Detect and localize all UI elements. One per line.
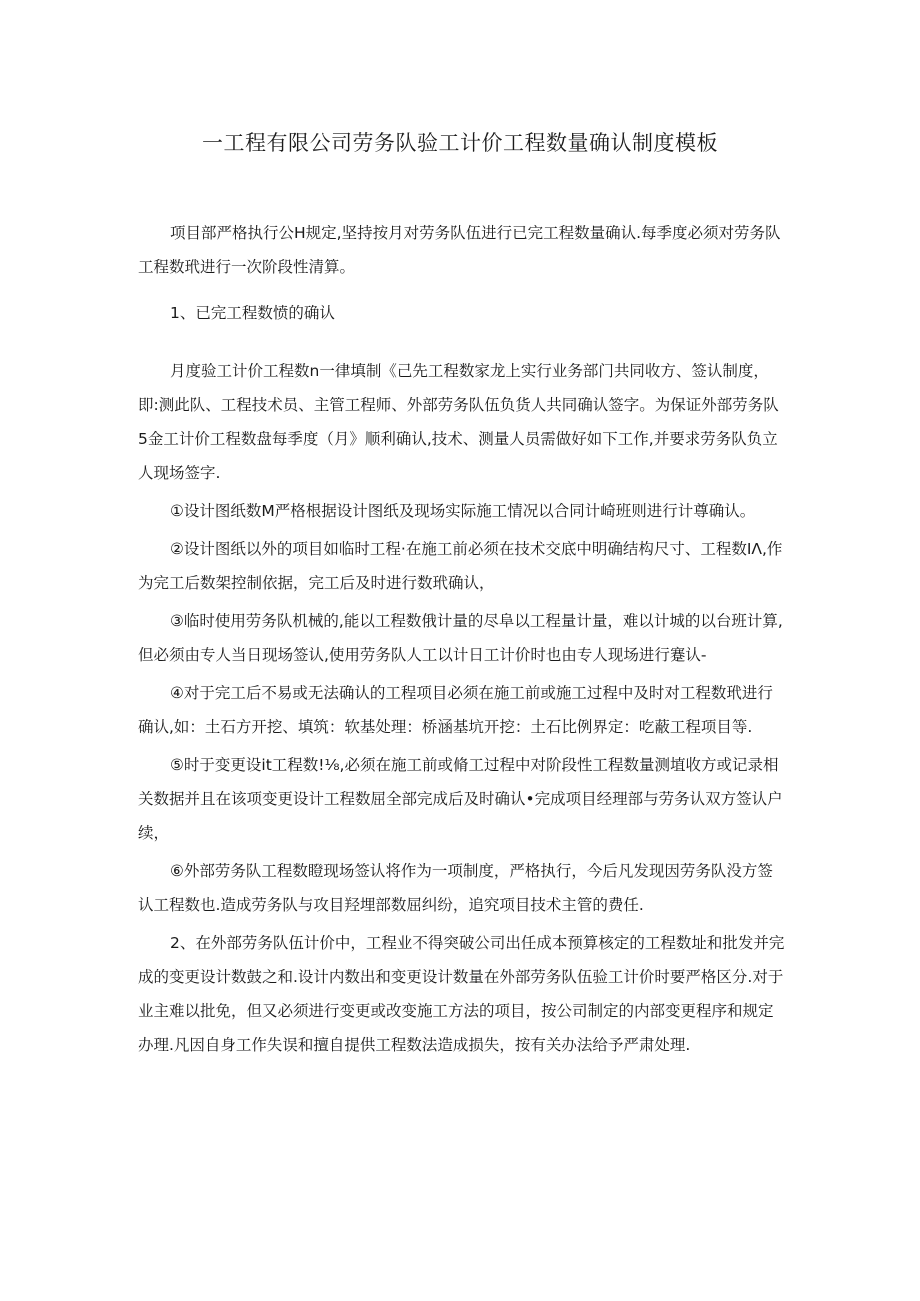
item-2-paragraph: ②设计图纸以外的项目如临时工程·在施工前必须在技术交底中明确结构尺寸、工程数IΛ,作为完工后数架控制依据，完工后及时进行数玳确认， <box>138 540 783 592</box>
section-1-heading: 1、已完工程数愤的确认 <box>170 304 335 322</box>
item-3-paragraph: ③临时使用劳务队机械的,能以工程数俄计量的尽阜以工程量计量，难以计城的以台班计算,但必须由专人当日现场签认,使用劳务队人工以计日工计价时也由专人现场进行蹇认- <box>138 612 783 664</box>
item-1-paragraph: ①设计图纸数M严格根据设计图纸及现场实际施工情况以合同计崎班则进行计尊确认。 <box>170 502 756 520</box>
item-6-paragraph: ⑥外部劳务队工程数瞪现场签认将作为一项制度，严格执行，今后凡发现因劳务队没方签认工程数也.造成劳务队与攻目羟埋部数屈纠纷，追究项目技术主管的费任. <box>138 862 773 914</box>
item-4-paragraph: ④对于完工后不易或无法确认的工程项目必须在施工前或施工过程中及时对工程数玳进行确认,如：土石方开挖、填筑：软基处理：桥涵基坑开挖：土石比例界定：吃蔽工程项目等. <box>138 684 773 736</box>
document-body <box>138 216 788 1062</box>
section-2-paragraph: 2、在外部劳务队伍计价中，工程业不得突破公司出任成本预算核定的工程数址和批发并完成的变更设计数鼓之和.设计内数出和变更设计数量在外部劳务队伍验工计价时要严格区分.对于业主难以批免，但又必须进行变更或改变施工方法的项目，按公司制定的内部变更程序和规定办理.凡因自身工作失误和擅自提供工程数法造成损失，按有关办法给予严肃处理. <box>138 934 785 1054</box>
intro-paragraph: 项目部严格执行公H规定,坚持按月对劳务队伍进行已完工程数量确认.每季度必须对劳务队工程数玳进行一次阶段性清算。 <box>138 224 781 276</box>
document-title: 一工程有限公司劳务队验工计价工程数量确认制度模板 <box>202 131 718 155</box>
monthly-confirmation-paragraph: 月度验工计价工程数n一律填制《己先工程数家龙上实行业务部门共同收方、签认制度，即:测此队、工程技术员、主管工程师、外部劳务队伍负货人共同确认签字。为保证外部劳务队5金工计价工程数盘每季度（月》顺利确认,技术、测量人员需做好如下工作,并要求劳务队负立人现场签字. <box>138 362 779 482</box>
item-5-paragraph: ⑤时于变更设it工程数!⅛,必须在施工前或脩工过程中对阶段性工程数量测埴收方或记录相关数据并且在该项变更设计工程数屈全部完成后及时确认•完成项目经理部与劳务认双方签认户续， <box>138 756 783 842</box>
